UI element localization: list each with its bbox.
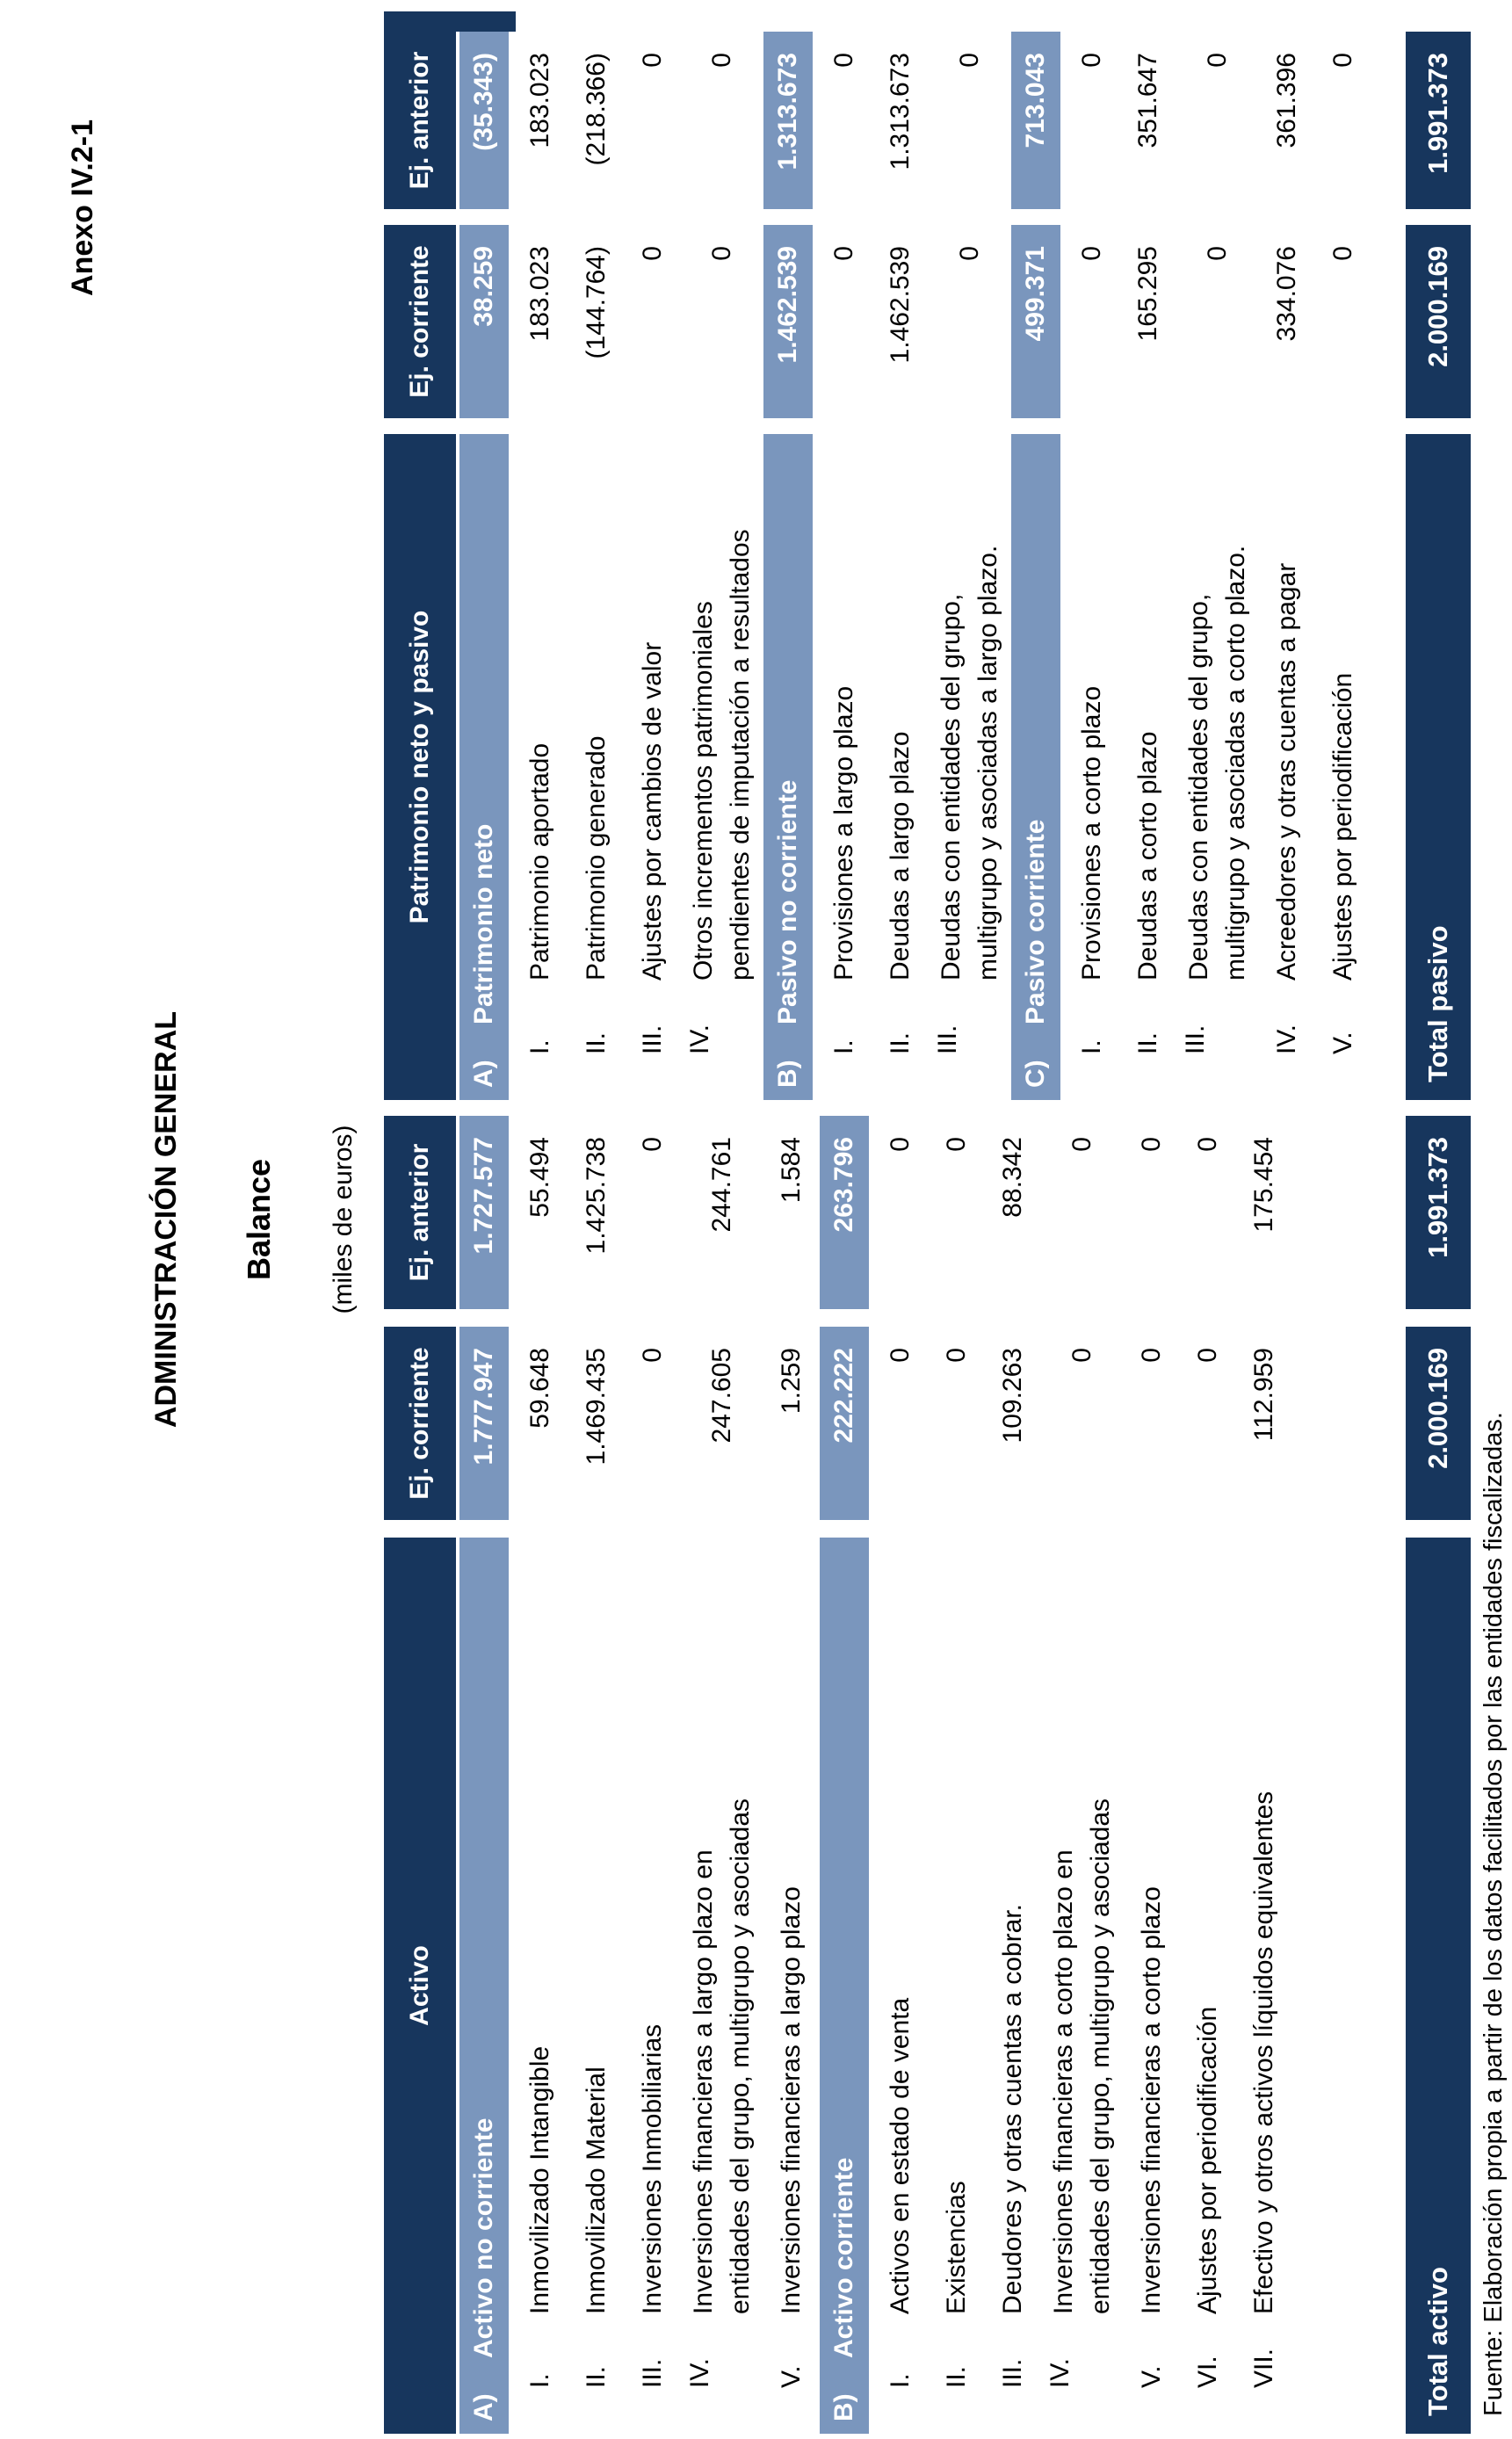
value-ej-anterior: 0 xyxy=(638,53,667,68)
row-numeral: V. xyxy=(777,2365,806,2388)
value-ej-anterior: 55.494 xyxy=(525,1137,554,1218)
value-ej-anterior: 0 xyxy=(1203,53,1232,68)
table-row xyxy=(872,32,929,1100)
value-ej-anterior: 1.313.673 xyxy=(763,32,813,209)
value-ej-anterior: 1.313.673 xyxy=(886,53,915,170)
row-numeral: IV. xyxy=(685,1024,714,1054)
row-numeral: II. xyxy=(942,2365,971,2388)
table-row xyxy=(1124,1111,1180,2434)
row-label: IV. Acreedores y otras cuentas a pagar xyxy=(1272,562,1301,1054)
value-ej-corriente: 1.462.539 xyxy=(763,225,813,418)
value-ej-corriente: 0 xyxy=(707,246,736,261)
table-row xyxy=(512,32,568,1100)
value-ej-anterior: 0 xyxy=(638,1137,667,1152)
table-row xyxy=(1041,1111,1124,2434)
table-row xyxy=(929,32,1011,1100)
value-ej-corriente: 112.959 xyxy=(1249,1348,1278,1442)
units-label: (miles de euros) xyxy=(329,1125,358,1314)
row-label: III. Ajustes por cambios de valor xyxy=(638,641,667,1054)
total-row xyxy=(1406,1111,1471,2434)
table-row xyxy=(625,32,681,1100)
row-label: II. Deudas a largo plazo xyxy=(886,731,915,1054)
table-row xyxy=(820,1111,869,2434)
row-numeral: I. xyxy=(525,1039,554,1054)
table-row xyxy=(459,1111,509,2434)
row-label: IV. Otros incrementos patrimoniales pendientes de imputación a resultados xyxy=(685,529,755,1054)
row-label: V. Inversiones financieras a corto plazo xyxy=(1137,1886,1166,2388)
value-ej-anterior: 0 xyxy=(707,53,736,68)
source-note: Fuente: Elaboración propia a partir de los datos facilitados por las entidades fiscalizadas. xyxy=(1479,1412,1508,2416)
value-ej-anterior: 351.647 xyxy=(1133,53,1162,148)
row-numeral: III. xyxy=(998,2358,1027,2388)
activo-header-row xyxy=(384,1111,456,2434)
value-ej-corriente: 0 xyxy=(1067,1348,1096,1363)
total-row xyxy=(1406,32,1471,1100)
row-numeral: I. xyxy=(525,2373,554,2388)
row-label: I. Patrimonio aportado xyxy=(525,742,554,1054)
table-row xyxy=(1120,32,1176,1100)
row-label: IV. Inversiones financieras a largo plazo en entidades del grupo, multigrupo y asociadas xyxy=(685,1798,755,2388)
row-label: II. Existencias xyxy=(942,2181,971,2388)
value-ej-corriente: 109.263 xyxy=(998,1348,1027,1444)
value-ej-anterior: 1.991.373 xyxy=(1406,32,1471,209)
row-label: I. Provisiones a largo plazo xyxy=(829,685,858,1054)
row-label: VII. Efectivo y otros activos líquidos equivalentes xyxy=(1249,1791,1278,2388)
value-ej-corriente: 499.371 xyxy=(1011,225,1060,418)
row-label: I. Activos en estado de venta xyxy=(886,1997,915,2388)
row-numeral: C) xyxy=(1021,1060,1050,1088)
row-label: II. Deudas a corto plazo xyxy=(1133,731,1162,1054)
value-ej-anterior: 0 xyxy=(829,53,858,68)
table-row xyxy=(681,32,763,1100)
value-ej-anterior: 0 xyxy=(1067,1137,1096,1152)
value-ej-anterior: 0 xyxy=(955,53,984,68)
row-label: III. Deudores y otras cuentas a cobrar. xyxy=(998,1904,1027,2388)
row-numeral: I. xyxy=(1077,1039,1106,1054)
row-numeral: IV. xyxy=(1272,1024,1301,1054)
value-ej-corriente: 0 xyxy=(638,246,667,261)
table-row xyxy=(1236,1111,1292,2434)
value-ej-corriente: 165.295 xyxy=(1133,246,1162,342)
row-numeral: B) xyxy=(829,2393,858,2421)
value-ej-corriente: 1.259 xyxy=(777,1348,806,1415)
row-numeral: A) xyxy=(469,2393,498,2421)
value-ej-anterior: 1.584 xyxy=(777,1137,806,1204)
value-ej-corriente: 59.648 xyxy=(525,1348,554,1429)
table-row xyxy=(763,32,813,1100)
row-label: I. Provisiones a corto plazo xyxy=(1077,685,1106,1054)
value-ej-anterior: 1.727.577 xyxy=(459,1116,509,1309)
table-row xyxy=(816,32,872,1100)
value-ej-corriente: (144.764) xyxy=(582,246,611,359)
table-row xyxy=(1064,32,1120,1100)
value-ej-corriente: 1.777.947 xyxy=(459,1327,509,1520)
value-ej-anterior: 0 xyxy=(1328,53,1357,68)
table-row xyxy=(763,1111,820,2434)
value-ej-corriente: 0 xyxy=(829,246,858,261)
row-numeral: II. xyxy=(886,1031,915,1054)
value-ej-corriente: 334.076 xyxy=(1272,246,1301,342)
value-ej-anterior: 0 xyxy=(886,1137,915,1152)
row-label: III. Inversiones Inmobiliarias xyxy=(638,2023,667,2388)
value-ej-corriente: 0 xyxy=(942,1348,971,1363)
table-row xyxy=(1011,32,1060,1100)
row-numeral: II. xyxy=(582,2365,611,2388)
value-ej-anterior: 175.454 xyxy=(1249,1137,1278,1233)
value-ej-corriente: 2.000.169 xyxy=(1406,1327,1471,1520)
pasivo-header-row xyxy=(384,32,456,1100)
value-ej-anterior: 263.796 xyxy=(820,1116,869,1309)
table-row xyxy=(985,1111,1041,2434)
row-numeral: VI. xyxy=(1193,2356,1222,2388)
header-cell-ej-corriente: Ej. corriente xyxy=(384,225,456,418)
row-numeral: A) xyxy=(469,1060,498,1088)
table-row xyxy=(568,1111,625,2434)
header-cell-activo: Activo xyxy=(384,1538,456,2434)
row-numeral: III. xyxy=(933,1024,962,1054)
row-label: V. Inversiones financieras a largo plazo xyxy=(777,1886,806,2388)
value-ej-anterior: 244.761 xyxy=(707,1137,736,1233)
value-ej-anterior: (35.343) xyxy=(459,32,509,209)
value-ej-corriente: 1.469.435 xyxy=(582,1348,611,1466)
row-numeral: IV. xyxy=(685,2358,714,2388)
row-label: B) Pasivo no corriente xyxy=(763,434,813,1100)
row-label: II. Patrimonio generado xyxy=(582,735,611,1054)
annex-label: Anexo IV.2-1 xyxy=(66,119,99,296)
header-cell-patrimonio: Patrimonio neto y pasivo xyxy=(384,434,456,1100)
value-ej-anterior: (218.366) xyxy=(582,53,611,166)
value-ej-corriente: 0 xyxy=(638,1348,667,1363)
row-numeral: III. xyxy=(1181,1024,1210,1054)
table-row xyxy=(459,32,509,1100)
row-numeral: I. xyxy=(886,2373,915,2388)
table-row xyxy=(1315,32,1371,1100)
value-ej-anterior: 0 xyxy=(1193,1137,1222,1152)
row-numeral: II. xyxy=(582,1031,611,1054)
row-label: B) Activo corriente xyxy=(820,1538,869,2434)
activo-half xyxy=(384,1111,1453,2434)
value-ej-corriente: 0 xyxy=(1137,1348,1166,1363)
value-ej-corriente: 247.605 xyxy=(707,1348,736,1444)
value-ej-corriente: 0 xyxy=(1077,246,1106,261)
row-numeral: III. xyxy=(638,1024,667,1054)
row-numeral: I. xyxy=(829,1039,858,1054)
value-ej-anterior: 713.043 xyxy=(1011,32,1060,209)
row-numeral: III. xyxy=(638,2358,667,2388)
value-ej-corriente: 0 xyxy=(1193,1348,1222,1363)
row-label: IV. Inversiones financieras a corto plazo en entidades del grupo, multigrupo y asociadas xyxy=(1045,1798,1115,2388)
row-label: Total activo xyxy=(1406,1538,1471,2434)
row-numeral: VII. xyxy=(1249,2348,1278,2388)
value-ej-anterior: 361.396 xyxy=(1272,53,1301,148)
row-label: A) Activo no corriente xyxy=(459,1538,509,2434)
value-ej-anterior: 88.342 xyxy=(998,1137,1027,1218)
value-ej-corriente: 0 xyxy=(1328,246,1357,261)
row-numeral: V. xyxy=(1137,2365,1166,2388)
row-numeral: V. xyxy=(1328,1031,1357,1054)
page-title: ADMINISTRACIÓN GENERAL xyxy=(149,1010,183,1429)
table-edge-bar xyxy=(384,11,516,32)
table-row xyxy=(1259,32,1315,1100)
row-numeral: B) xyxy=(773,1060,802,1088)
row-label: II. Inmovilizado Material xyxy=(582,2066,611,2388)
table-row xyxy=(929,1111,985,2434)
row-label: III. Deudas con entidades del grupo, multigrupo y asociadas a largo plazo. xyxy=(933,545,1002,1054)
value-ej-anterior: 183.023 xyxy=(525,53,554,148)
value-ej-corriente: 222.222 xyxy=(820,1327,869,1520)
value-ej-corriente: 38.259 xyxy=(459,225,509,418)
value-ej-corriente: 1.462.539 xyxy=(886,246,915,364)
header-cell-ej-anterior: Ej. anterior xyxy=(384,32,456,209)
pasivo-half xyxy=(384,32,1453,1100)
row-label: Total pasivo xyxy=(1406,434,1471,1100)
row-label: I. Inmovilizado Intangible xyxy=(525,2045,554,2388)
value-ej-anterior: 1.425.738 xyxy=(582,1137,611,1255)
value-ej-corriente: 183.023 xyxy=(525,246,554,342)
header-cell-ej-corriente: Ej. corriente xyxy=(384,1327,456,1520)
row-numeral: IV. xyxy=(1045,2358,1074,2388)
table-row xyxy=(625,1111,681,2434)
value-ej-anterior: 0 xyxy=(942,1137,971,1152)
row-numeral: II. xyxy=(1133,1031,1162,1054)
header-cell-ej-anterior: Ej. anterior xyxy=(384,1116,456,1309)
value-ej-corriente: 0 xyxy=(886,1348,915,1363)
value-ej-anterior: 1.991.373 xyxy=(1406,1116,1471,1309)
table-row xyxy=(1180,1111,1236,2434)
row-label: III. Deudas con entidades del grupo, multigrupo y asociadas a corto plazo. xyxy=(1181,545,1250,1054)
row-label: C) Pasivo corriente xyxy=(1011,434,1060,1100)
value-ej-corriente: 0 xyxy=(1203,246,1232,261)
row-label: A) Patrimonio neto xyxy=(459,434,509,1100)
row-label: VI. Ajustes por periodificación xyxy=(1193,2006,1222,2388)
value-ej-anterior: 0 xyxy=(1137,1137,1166,1152)
table-row xyxy=(512,1111,568,2434)
table-row xyxy=(872,1111,929,2434)
value-ej-anterior: 0 xyxy=(1077,53,1106,68)
value-ej-corriente: 0 xyxy=(955,246,984,261)
table-row xyxy=(1176,32,1259,1100)
page-subtitle: Balance xyxy=(241,1158,277,1281)
table-row xyxy=(681,1111,763,2434)
value-ej-corriente: 2.000.169 xyxy=(1406,225,1471,418)
row-label: V. Ajustes por periodificación xyxy=(1328,672,1357,1054)
table-row xyxy=(568,32,625,1100)
